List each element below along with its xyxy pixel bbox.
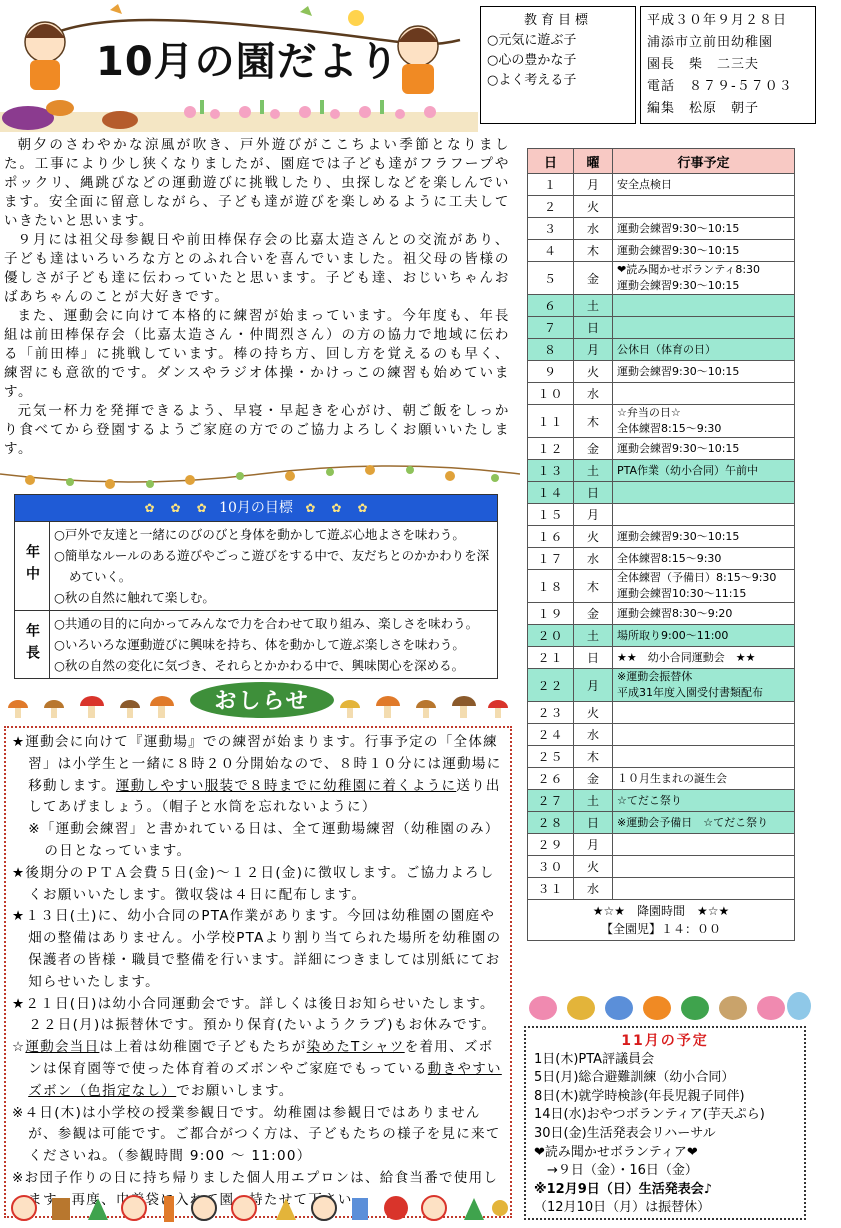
intro-text <box>4 136 510 459</box>
notice-text: は上着は幼稚園で子どもたちが <box>99 1039 307 1056</box>
schedule-event-line: ☆てだこ祭り <box>617 793 682 807</box>
month-goals-row <box>15 610 497 678</box>
flower-icon: ✿ <box>196 501 207 515</box>
schedule-day: １４ <box>528 482 574 504</box>
schedule-row <box>528 405 795 438</box>
flower-icon: ✿ <box>357 501 368 515</box>
schedule-day: ４ <box>528 240 574 262</box>
education-goals-title: 教育目標 <box>523 13 592 28</box>
schedule-weekday: 火 <box>574 702 613 724</box>
schedule-row <box>528 790 795 812</box>
schedule-event-line: 全体練習8:15～9:30 <box>617 551 722 565</box>
schedule-row <box>528 240 795 262</box>
november-plan-item: （12月10日（月）は振替休） <box>534 1200 711 1216</box>
schedule-day: １０ <box>528 383 574 405</box>
schedule-event-line: 運動会練習9:30～10:15 <box>617 441 740 455</box>
schedule-event <box>613 856 795 878</box>
schedule-day: ２３ <box>528 702 574 724</box>
schedule-row <box>528 834 795 856</box>
schedule-weekday: 水 <box>574 724 613 746</box>
schedule-row <box>528 603 795 625</box>
schedule-event-line: 全体練習8:15～9:30 <box>617 422 722 435</box>
schedule-row <box>528 526 795 548</box>
schedule-event <box>613 548 795 570</box>
schedule-row <box>528 339 795 361</box>
schedule-event <box>613 724 795 746</box>
schedule-weekday: 水 <box>574 878 613 900</box>
schedule-row <box>528 702 795 724</box>
notice-item: ★後期分のＰＴＡ会費５日(金)～１２日(金)に徴収します。ご協力よろしくお願いいたします。徴収袋は４日に配布します。 <box>12 864 495 903</box>
flower-icon: ✿ <box>305 501 316 515</box>
schedule-weekday: 水 <box>574 548 613 570</box>
notice-text: でお願いします。 <box>176 1082 294 1099</box>
notice-underlined-text: 運動しやすい服装で８時までに幼稚園に着くように <box>115 777 457 794</box>
schedule-event <box>613 383 795 405</box>
schedule-event-line: 平成31年度入園受付書類配布 <box>617 686 763 699</box>
schedule-row <box>528 196 795 218</box>
schedule-row <box>528 647 795 669</box>
mushroom-decoration <box>0 678 520 722</box>
schedule-row <box>528 724 795 746</box>
bottom-decoration <box>4 1190 510 1224</box>
schedule-weekday: 金 <box>574 603 613 625</box>
schedule-event <box>613 647 795 669</box>
schedule-event-line: ☆弁当の日☆ <box>617 406 681 419</box>
flower-icon: ✿ <box>170 501 181 515</box>
schedule-row <box>528 482 795 504</box>
schedule-weekday: 火 <box>574 361 613 383</box>
issue-date: 平成３０年９月２８日 <box>647 13 788 28</box>
goal-item: ○簡単なルールのある遊びやごっこ遊びをする中で、友だちとのかかわりを深めていく。 <box>54 548 490 584</box>
schedule-event-line: 運動会練習10:30～11:15 <box>617 587 747 600</box>
principal-name: 園長 柴 二三夫 <box>647 57 760 72</box>
schedule-day: ３ <box>528 218 574 240</box>
phone-number: 電話 ８７９-５７０３ <box>647 79 793 94</box>
schedule-day: ２ <box>528 196 574 218</box>
schedule-event <box>613 438 795 460</box>
schedule-row <box>528 317 795 339</box>
schedule-event <box>613 295 795 317</box>
schedule-event-line: ★★ 幼小合同運動会 ★★ <box>617 650 756 664</box>
schedule-day: ２６ <box>528 768 574 790</box>
schedule-weekday: 土 <box>574 625 613 647</box>
november-plan-item: ※12月9日（日）生活発表会♪ <box>534 1181 713 1197</box>
schedule-event <box>613 218 795 240</box>
schedule-day: ２７ <box>528 790 574 812</box>
notice-text: ☆ <box>12 1039 26 1056</box>
october-schedule-table <box>527 148 795 941</box>
schedule-day: ９ <box>528 361 574 383</box>
schedule-event <box>613 746 795 768</box>
schedule-weekday: 木 <box>574 570 613 603</box>
schedule-event <box>613 878 795 900</box>
schedule-day: １１ <box>528 405 574 438</box>
school-info-box <box>640 6 816 124</box>
november-plan-box <box>524 1026 806 1220</box>
schedule-weekday: 日 <box>574 317 613 339</box>
november-plan-item: 8日(木)就学時検診(年長児親子同伴) <box>534 1088 745 1104</box>
schedule-weekday: 水 <box>574 383 613 405</box>
schedule-day: ２８ <box>528 812 574 834</box>
notice-item <box>12 732 504 819</box>
schedule-event-line: 運動会練習9:30～10:15 <box>617 364 740 378</box>
schedule-day: ８ <box>528 339 574 361</box>
schedule-day: ６ <box>528 295 574 317</box>
schedule-event <box>613 570 795 603</box>
schedule-event <box>613 460 795 482</box>
schedule-event-line: 運動会練習9:30～10:15 <box>617 243 740 257</box>
schedule-weekday: 火 <box>574 196 613 218</box>
schedule-day: ３１ <box>528 878 574 900</box>
schedule-row <box>528 383 795 405</box>
schedule-day: １ <box>528 174 574 196</box>
month-goals-table <box>14 494 498 679</box>
notice-underlined-text: 動きやすいズボン（色指定なし） <box>28 1060 502 1099</box>
schedule-event <box>613 790 795 812</box>
schedule-day: ２９ <box>528 834 574 856</box>
schedule-weekday: 月 <box>574 174 613 196</box>
dismissal-time-value: 【全園児】１４：００ <box>600 922 721 936</box>
schedule-weekday: 土 <box>574 460 613 482</box>
schedule-day: ３０ <box>528 856 574 878</box>
schedule-event <box>613 603 795 625</box>
schedule-weekday: 木 <box>574 746 613 768</box>
editor-name: 編集 松原 朝子 <box>647 101 760 116</box>
leaf-garland <box>0 462 520 492</box>
schedule-day: ２２ <box>528 669 574 702</box>
animal-decoration <box>523 986 813 1024</box>
schedule-row <box>528 812 795 834</box>
schedule-header-weekday: 曜 <box>574 149 613 174</box>
schedule-day: ７ <box>528 317 574 339</box>
notice-item: ★２１日(日)は幼小合同運動会です。詳しくは後日お知らせいたします。２２日(月)は振替休です。預かり保育(たいようクラブ)もお休みです。 <box>12 995 497 1034</box>
dismissal-time-title: ★☆★ 降園時間 ★☆★ <box>592 904 730 918</box>
schedule-weekday: 月 <box>574 504 613 526</box>
notice-text: を着用、ズボンは保育園等で使った体育着のズボンやご家庭でもっている <box>28 1039 494 1077</box>
goal-item: ○戸外で友達と一緒にのびのびと身体を動かして遊ぶ心地よさを味わう。 <box>54 527 465 542</box>
notice-text: 送り出してあげましょう。（帽子と水筒を忘れないように） <box>28 777 501 816</box>
schedule-event <box>613 361 795 383</box>
november-plan-item: 30日(金)生活発表会リハーサル <box>534 1125 716 1141</box>
november-plan-title: 11月の予定 <box>621 1033 709 1049</box>
schedule-event-line: 運動会練習9:30～10:15 <box>617 529 740 543</box>
schedule-day: １８ <box>528 570 574 603</box>
education-goals-box <box>480 6 636 124</box>
age-group-label: 年長 <box>15 611 50 678</box>
notice-item: ★１３日(土)に、幼小合同のPTA作業があります。今回は幼稚園の園庭や畑の整備はありません。小学校PTAより割り当てられた場所を幼稚園の保護者の皆様・職員で整備を行います。詳細につきましては別紙にてお知らせいたします。 <box>12 908 502 990</box>
intro-paragraph: ９月には祖父母参観日や前田棒保存会の比嘉太造さんとの交流があり、子ども達はいろいろな方とのふれ合いを喜んでいました。祖父母の皆様の優しさが子ども達に伝わっていたと思います。子ども達、おじいちゃんおばあちゃんのことが大好きです。 <box>4 232 510 305</box>
month-goals-header <box>15 495 497 521</box>
education-goal-3: ○よく考える子 <box>487 73 577 88</box>
schedule-event <box>613 339 795 361</box>
schedule-row <box>528 570 795 603</box>
intro-paragraph: また、運動会に向けて本格的に練習が始まっています。今年度も、年長組は前田棒保存会（比嘉太造さん・仲間烈さん）の方の協力で地域に伝わる「前田棒」に挑戦しています。棒の持ち方、回し方を覚えるのも早く、練習にも意欲的です。ダンスやラジオ体操・かけっこの練習も始めています。 <box>4 308 510 400</box>
schedule-event <box>613 526 795 548</box>
schedule-row <box>528 746 795 768</box>
november-plan-item: 14日(水)おやつボランティア(芋天ぷら) <box>534 1107 765 1123</box>
schedule-row <box>528 295 795 317</box>
goal-item: ○いろいろな運動遊びに興味を持ち、体を動かして遊ぶ楽しさを味わう。 <box>54 637 465 652</box>
notice-title: おしらせ <box>214 689 310 714</box>
schedule-event-line: 安全点検日 <box>617 177 672 191</box>
notice-underlined-text: 運動会当日 <box>25 1039 100 1056</box>
schedule-event <box>613 405 795 438</box>
schedule-day: １９ <box>528 603 574 625</box>
schedule-weekday: 日 <box>574 482 613 504</box>
schedule-weekday: 土 <box>574 295 613 317</box>
november-plan-item: ❤読み聞かせボランティア❤ <box>534 1144 698 1160</box>
month-goals-title: 10月の目標 <box>219 500 293 516</box>
education-goal-2: ○心の豊かな子 <box>487 53 577 68</box>
animals-icon <box>523 986 813 1024</box>
schedule-day: ２４ <box>528 724 574 746</box>
schedule-event <box>613 669 795 702</box>
schedule-row <box>528 856 795 878</box>
schedule-day: １５ <box>528 504 574 526</box>
schedule-header-day: 日 <box>528 149 574 174</box>
schedule-event-line: 公休日（体育の日） <box>617 342 716 356</box>
schedule-event <box>613 482 795 504</box>
notice-text: ★運動会に向けて『運動場』での練習が始まります。行事予定の「全体練習」は小学生と一緒に８時２０分開始なので、８時１０分には運動場に移動します。 <box>12 734 502 794</box>
schedule-weekday: 木 <box>574 240 613 262</box>
schedule-weekday: 火 <box>574 856 613 878</box>
schedule-weekday: 金 <box>574 262 613 295</box>
schedule-event-line: 場所取り9:00～11:00 <box>617 628 729 642</box>
education-goal-1: ○元気に遊ぶ子 <box>487 33 577 48</box>
schedule-row <box>528 262 795 295</box>
schedule-event <box>613 702 795 724</box>
goal-item: ○共通の目的に向かってみんなで力を合わせて取り組み、楽しさを味わう。 <box>54 616 479 631</box>
goal-item: ○秋の自然の変化に気づき、それらとかかわる中で、興味関心を深める。 <box>54 658 465 673</box>
dismissal-time <box>528 900 795 941</box>
schedule-header-event: 行事予定 <box>613 149 795 174</box>
schedule-weekday: 土 <box>574 790 613 812</box>
schedule-day: ２１ <box>528 647 574 669</box>
notice-subitem: ※「運動会練習」と書かれている日は、全て運動場練習（幼稚園のみ）の日となっています。 <box>28 821 500 859</box>
flower-icon: ✿ <box>331 501 342 515</box>
intro-paragraph: 元気一杯力を発揮できるよう、早寝・早起きを心がけ、朝ご飯をしっかり食べてから登園するようご家庭の方でのご協力よろしくお願いいたします。 <box>4 403 510 457</box>
schedule-row <box>528 218 795 240</box>
schedule-event <box>613 625 795 647</box>
school-name: 浦添市立前田幼稚園 <box>647 35 774 50</box>
schedule-row <box>528 460 795 482</box>
schedule-weekday: 日 <box>574 812 613 834</box>
schedule-row <box>528 768 795 790</box>
leaf-garland-icon <box>0 462 520 492</box>
schedule-event-line: ※運動会予備日 ☆てだこ祭り <box>617 815 769 829</box>
header-banner <box>0 0 478 132</box>
schedule-weekday: 火 <box>574 526 613 548</box>
schedule-event-line: 全体練習（予備日）8:15～9:30 <box>617 571 777 584</box>
schedule-row <box>528 878 795 900</box>
schedule-event-line: 運動会練習9:30～10:15 <box>617 279 740 292</box>
schedule-event-line: 運動会練習8:30～9:20 <box>617 606 733 620</box>
flower-icon: ✿ <box>144 501 155 515</box>
schedule-row <box>528 361 795 383</box>
schedule-event-line: １０月生まれの誕生会 <box>617 771 727 785</box>
schedule-day: ２０ <box>528 625 574 647</box>
schedule-event <box>613 834 795 856</box>
schedule-day: ５ <box>528 262 574 295</box>
schedule-event <box>613 812 795 834</box>
november-plan-item: 1日(木)PTA評議員会 <box>534 1051 655 1067</box>
schedule-day: ２５ <box>528 746 574 768</box>
schedule-weekday: 月 <box>574 834 613 856</box>
schedule-event <box>613 196 795 218</box>
schedule-event <box>613 240 795 262</box>
intro-paragraph: 朝夕のさわやかな涼風が吹き、戸外遊びがここちよい季節となりました。工事により少し狭くなりましたが、園庭では子ども達がフラフープやポックリ、縄跳びなどの運動遊びに挑戦したり、虫探しなどを楽しんでいます。安全面に留意しながら、子ども達が遊びを楽しめるように工夫していきたいと思います。 <box>4 137 510 229</box>
schedule-weekday: 金 <box>574 438 613 460</box>
schedule-weekday: 月 <box>574 669 613 702</box>
schedule-event-line: ※運動会振替休 <box>617 670 693 683</box>
schedule-weekday: 金 <box>574 768 613 790</box>
schedule-day: １３ <box>528 460 574 482</box>
schedule-event <box>613 262 795 295</box>
schedule-weekday: 木 <box>574 405 613 438</box>
schedule-event <box>613 768 795 790</box>
notice-item <box>12 1037 504 1102</box>
schedule-day: １２ <box>528 438 574 460</box>
schedule-event <box>613 174 795 196</box>
schedule-row <box>528 669 795 702</box>
schedule-row <box>528 548 795 570</box>
schedule-row <box>528 504 795 526</box>
schedule-event <box>613 317 795 339</box>
schedule-weekday: 水 <box>574 218 613 240</box>
schedule-row <box>528 625 795 647</box>
goal-item: ○秋の自然に触れて楽しむ。 <box>54 590 215 605</box>
notice-box <box>4 726 512 1218</box>
schedule-weekday: 日 <box>574 647 613 669</box>
schedule-event <box>613 504 795 526</box>
age-group-label: 年中 <box>15 522 50 610</box>
newsletter-title: 10月の園だより <box>96 39 400 85</box>
schedule-event-line: ❤読み聞かせボランティ8:30 <box>617 263 761 276</box>
month-goals-row <box>15 521 497 610</box>
schedule-event-line: PTA作業（幼小合同）午前中 <box>617 463 759 477</box>
schedule-day: １６ <box>528 526 574 548</box>
schedule-day: １７ <box>528 548 574 570</box>
notice-underlined-text: 染めたTシャツ <box>306 1039 405 1056</box>
schedule-row <box>528 174 795 196</box>
schedule-event-line: 運動会練習9:30～10:15 <box>617 221 740 235</box>
notice-item: ※４日(木)は小学校の授業参観日です。幼稚園は参観日ではありませんが、参観は可能です。ご都合がつく方は、子どもたちの様子を見に来てくださいね。（参観時間 9:00 ～ 11:00） <box>12 1104 501 1165</box>
schedule-row <box>528 438 795 460</box>
november-plan-item: 5日(月)総合避難訓練（幼小合同） <box>534 1070 735 1086</box>
schedule-weekday: 月 <box>574 339 613 361</box>
children-faces-icon <box>4 1190 510 1224</box>
notice-item: ※お団子作りの日に持ち帰りました個人用エプロンは、給食当番で使用します。再度、巾着袋に入れて園へ持たせて下さい。 <box>12 1169 499 1208</box>
november-plan-item: →９日（金）・16日（金） <box>534 1163 698 1179</box>
